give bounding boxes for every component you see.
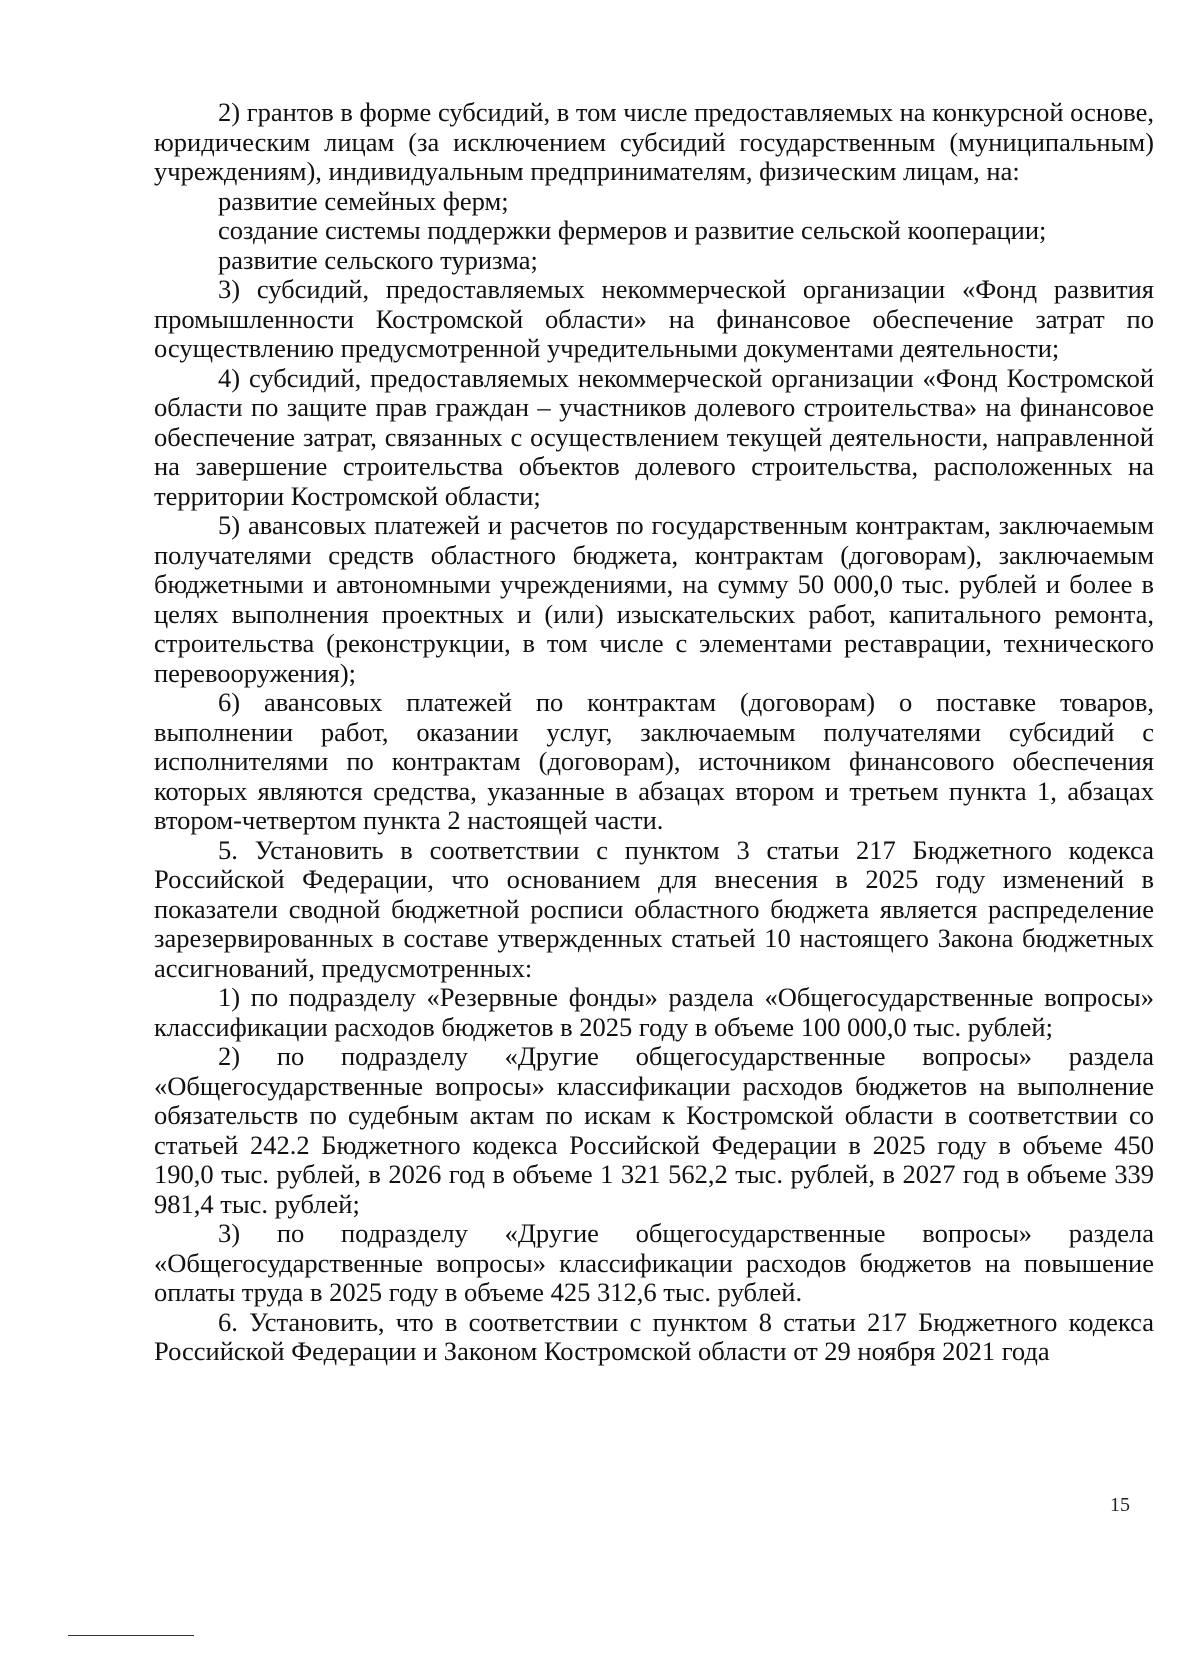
paragraph-item-3-industry-fund: 3) субсидий, предоставляемых некоммерческой организации «Фонд развития промышленности Костромской области» на финансовое обеспечение затрат по осуществлению предусмотренной учредительными документами деятельности; — [154, 274, 1154, 363]
paragraph-section-5-item-2: 2) по подразделу «Другие общегосударственные вопросы» раздела «Общегосударственные вопросы» классификации расходов бюджетов на выполнение обязательств по судебным актам по искам к Костромской области в соответствии со статьей 242.2 Бюджетного кодекса Российской Федерации в 2025 году в объеме 450 190,0 тыс. рублей, в 2026 год в объеме 1 321 562,2 тыс. рублей, в 2027 год в объеме 339 981,4 тыс. рублей; — [154, 1041, 1154, 1219]
paragraph-section-6: 6. Установить, что в соответствии с пунктом 8 статьи 217 Бюджетного кодекса Российской Федерации и Законом Костромской области от 29 ноября 2021 года — [154, 1306, 1154, 1366]
paragraph-section-5-item-1: 1) по подразделу «Резервные фонды» раздела «Общегосударственные вопросы» классификации расходов бюджетов в 2025 году в объеме 100 000,0 тыс. рублей; — [154, 982, 1154, 1042]
paragraph-item-2-grants: 2) грантов в форме субсидий, в том числе предоставляемых на конкурсной основе, юридическим лицам (за исключением субсидий государственным (муниципальным) учреждениям), индивидуальным предпринимателям, физическим лицам, на: — [154, 97, 1155, 186]
document-body — [154, 98, 1154, 1367]
scan-edge-line — [68, 1635, 194, 1636]
paragraph-section-5: 5. Установить в соответствии с пунктом 3 статьи 217 Бюджетного кодекса Российской Федерации, что основанием для внесения в 2025 году изменений в показатели сводной бюджетной росписи областного бюджета является распределение зарезервированных в составе утвержденных статьей 10 настоящего Закона бюджетных ассигнований, предусмотренных: — [154, 834, 1154, 983]
paragraph-item-5-advance-payments: 5) авансовых платежей и расчетов по государственным контрактам, заключаемым получателями средств областного бюджета, контрактам (договорам), заключаемым бюджетными и автономными учреждениями, на сумму 50 000,0 тыс. рублей и более в целях выполнения проектных и (или) изыскательских работ, капитального ремонта, строительства (реконструкции, в том числе с элементами реставрации, технического перевооружения); — [154, 510, 1154, 688]
paragraph-item-4-shared-construction-fund: 4) субсидий, предоставляемых некоммерческой организации «Фонд Костромской области по защите прав граждан – участников долевого строительства» на финансовое обеспечение затрат, связанных с осуществлением текущей деятельности, направленной на завершение строительства объектов долевого строительства, расположенных на территории Костромской области; — [154, 362, 1154, 511]
list-item-farmer-support: создание системы поддержки фермеров и развитие сельской кооперации; — [218, 215, 1047, 245]
list-item-rural-tourism: развитие сельского туризма; — [218, 244, 538, 275]
paragraph-item-6-advance-contracts: 6) авансовых платежей по контрактам (договорам) о поставке товаров, выполнении работ, оказании услуг, заключаемым получателями субсидий с исполнителями по контрактам (договорам), источником финансового обеспечения которых являются средства, указанные в абзацах втором и третьем пункта 1, абзацах втором-четвертом пункта 2 настоящей части. — [154, 687, 1154, 835]
list-item-family-farms: развитие семейных ферм; — [218, 185, 509, 216]
paragraph-section-5-item-3: 3) по подразделу «Другие общегосударственные вопросы» раздела «Общегосударственные вопросы» классификации расходов бюджетов на повышение оплаты труда в 2025 году в объеме 425 312,6 тыс. рублей. — [154, 1218, 1154, 1307]
page-number: 15 — [1110, 1494, 1130, 1516]
